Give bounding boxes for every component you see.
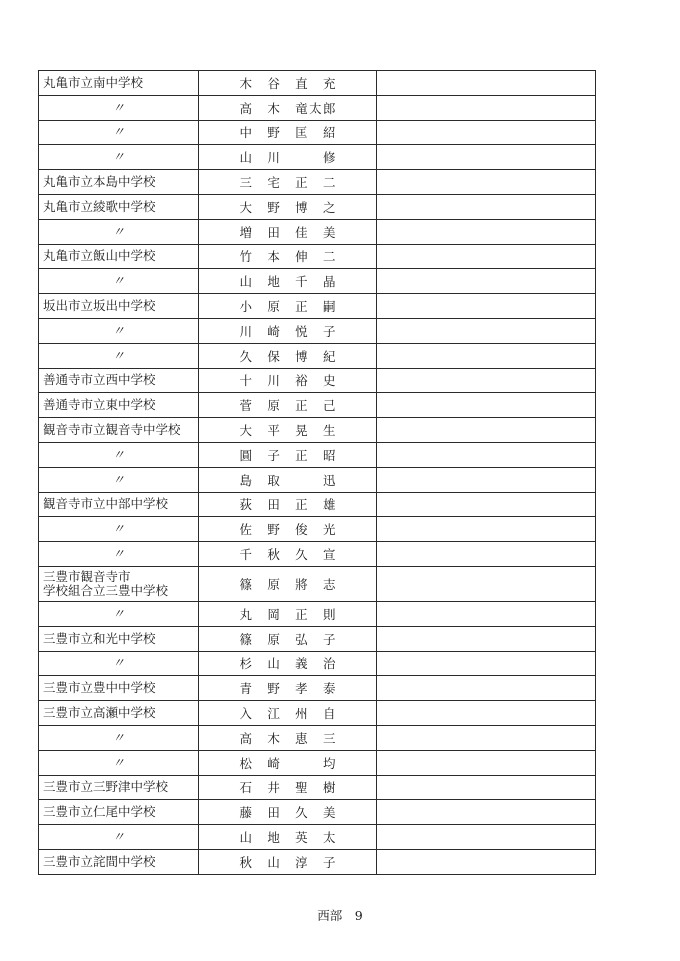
blank-cell	[377, 294, 596, 319]
blank-cell	[377, 170, 596, 195]
person-name: 川 崎 悦 子	[239, 323, 336, 339]
person-name: 山 地 英 太	[239, 830, 336, 845]
table-row	[39, 492, 596, 517]
person-name: 中 野 匡 紹	[239, 125, 336, 141]
table-row	[39, 750, 596, 775]
school-cell: 〃	[39, 825, 199, 850]
school-cell: 〃	[39, 542, 199, 567]
table-row	[39, 775, 596, 800]
table-row	[39, 343, 596, 368]
person-name: 秋 山 淳 子	[239, 854, 336, 870]
name-cell	[199, 269, 377, 294]
blank-cell	[377, 725, 596, 750]
table-row	[39, 626, 596, 651]
table-row	[39, 368, 596, 393]
person-name: 高 木 竜太郎	[239, 100, 336, 116]
table-row	[39, 701, 596, 726]
blank-cell	[377, 442, 596, 467]
name-cell	[199, 368, 377, 393]
blank-cell	[377, 120, 596, 145]
roster-table	[38, 70, 596, 875]
blank-cell	[377, 95, 596, 120]
table-row	[39, 467, 596, 492]
table-row	[39, 418, 596, 443]
name-cell	[199, 825, 377, 850]
blank-cell	[377, 418, 596, 443]
blank-cell	[377, 467, 596, 492]
person-name: 木 谷 直 充	[239, 75, 336, 91]
name-cell	[199, 145, 377, 170]
table-row	[39, 800, 596, 825]
person-name: 大 野 博 之	[239, 199, 336, 215]
person-name: 藤 田 久 美	[239, 805, 336, 821]
name-cell	[199, 442, 377, 467]
school-cell: 三豊市立豊中中学校	[39, 676, 199, 701]
table-row	[39, 194, 596, 219]
blank-cell	[377, 244, 596, 269]
blank-cell	[377, 492, 596, 517]
person-name: 千 秋 久 宣	[239, 547, 336, 563]
table-row	[39, 517, 596, 542]
blank-cell	[377, 651, 596, 676]
person-name: 山 川 修	[239, 150, 336, 166]
school-cell: 〃	[39, 318, 199, 343]
name-cell	[199, 849, 377, 874]
school-cell: 〃	[39, 601, 199, 626]
blank-cell	[377, 676, 596, 701]
blank-cell	[377, 566, 596, 601]
table-row	[39, 442, 596, 467]
blank-cell	[377, 626, 596, 651]
blank-cell	[377, 269, 596, 294]
name-cell	[199, 800, 377, 825]
page-number: 西部 9	[317, 908, 363, 923]
person-name: 竹 本 伸 二	[239, 249, 336, 265]
school-cell: 〃	[39, 95, 199, 120]
table-row	[39, 219, 596, 244]
school-cell: 〃	[39, 467, 199, 492]
school-cell: 丸亀市立南中学校	[39, 71, 199, 96]
school-cell: 丸亀市立飯山中学校	[39, 244, 199, 269]
name-cell	[199, 467, 377, 492]
name-cell	[199, 170, 377, 195]
name-cell	[199, 725, 377, 750]
blank-cell	[377, 542, 596, 567]
table-row	[39, 318, 596, 343]
blank-cell	[377, 194, 596, 219]
name-cell	[199, 95, 377, 120]
blank-cell	[377, 849, 596, 874]
table-row	[39, 825, 596, 850]
school-cell: 〃	[39, 219, 199, 244]
table-row	[39, 294, 596, 319]
person-name: 篠 原 弘 子	[239, 631, 336, 647]
person-name: 三 宅 正 二	[239, 175, 336, 191]
table-row	[39, 651, 596, 676]
person-name: 圓 子 正 昭	[239, 447, 336, 463]
person-name: 菅 原 正 己	[239, 398, 336, 414]
school-cell: 三豊市立高瀬中学校	[39, 701, 199, 726]
blank-cell	[377, 800, 596, 825]
name-cell	[199, 701, 377, 726]
name-cell	[199, 492, 377, 517]
school-cell: 三豊市立和光中学校	[39, 626, 199, 651]
school-cell: 〃	[39, 651, 199, 676]
person-name: 篠 原 將 志	[239, 576, 336, 592]
table-row	[39, 849, 596, 874]
person-name: 高 木 恵 三	[239, 730, 336, 746]
person-name: 久 保 博 紀	[239, 348, 336, 364]
name-cell	[199, 71, 377, 96]
school-cell: 三豊市立三野津中学校	[39, 775, 199, 800]
blank-cell	[377, 701, 596, 726]
table-row	[39, 601, 596, 626]
blank-cell	[377, 219, 596, 244]
school-cell: 〃	[39, 120, 199, 145]
table-row	[39, 676, 596, 701]
school-cell: 〃	[39, 269, 199, 294]
name-cell	[199, 294, 377, 319]
table-row	[39, 145, 596, 170]
school-cell: 善通寺市立西中学校	[39, 368, 199, 393]
school-cell: 丸亀市立綾歌中学校	[39, 194, 199, 219]
person-name: 丸 岡 正 則	[239, 606, 336, 622]
school-cell: 観音寺市立観音寺中学校	[39, 418, 199, 443]
table-row	[39, 393, 596, 418]
person-name: 佐 野 俊 光	[239, 522, 336, 538]
name-cell	[199, 194, 377, 219]
person-name: 荻 田 正 雄	[239, 497, 336, 513]
school-cell: 丸亀市立本島中学校	[39, 170, 199, 195]
blank-cell	[377, 393, 596, 418]
blank-cell	[377, 601, 596, 626]
blank-cell	[377, 517, 596, 542]
person-name: 青 野 孝 泰	[239, 681, 336, 697]
person-name: 増 田 佳 美	[239, 224, 336, 240]
blank-cell	[377, 750, 596, 775]
school-cell: 〃	[39, 145, 199, 170]
name-cell	[199, 651, 377, 676]
blank-cell	[377, 775, 596, 800]
name-cell	[199, 393, 377, 418]
blank-cell	[377, 368, 596, 393]
blank-cell	[377, 318, 596, 343]
table-row	[39, 725, 596, 750]
table-row	[39, 71, 596, 96]
school-cell: 三豊市立仁尾中学校	[39, 800, 199, 825]
person-name: 入 江 州 自	[239, 706, 336, 722]
table-row	[39, 566, 596, 601]
school-cell: 坂出市立坂出中学校	[39, 294, 199, 319]
blank-cell	[377, 343, 596, 368]
school-cell: 三豊市立詫間中学校	[39, 849, 199, 874]
school-cell: 〃	[39, 442, 199, 467]
school-cell: 〃	[39, 750, 199, 775]
school-cell: 観音寺市立中部中学校	[39, 492, 199, 517]
person-name: 石 井 聖 樹	[239, 780, 336, 796]
table-row	[39, 269, 596, 294]
table-row	[39, 244, 596, 269]
table-row	[39, 120, 596, 145]
name-cell	[199, 626, 377, 651]
name-cell	[199, 517, 377, 542]
name-cell	[199, 676, 377, 701]
school-cell: 〃	[39, 343, 199, 368]
school-cell: 善通寺市立東中学校	[39, 393, 199, 418]
table-row	[39, 95, 596, 120]
name-cell	[199, 750, 377, 775]
name-cell	[199, 542, 377, 567]
table-row	[39, 170, 596, 195]
person-name: 大 平 晃 生	[239, 423, 336, 439]
name-cell	[199, 244, 377, 269]
person-name: 島 取 迅	[239, 472, 336, 488]
name-cell	[199, 566, 377, 601]
name-cell	[199, 775, 377, 800]
blank-cell	[377, 71, 596, 96]
blank-cell	[377, 825, 596, 850]
table-row	[39, 542, 596, 567]
name-cell	[199, 219, 377, 244]
name-cell	[199, 343, 377, 368]
name-cell	[199, 418, 377, 443]
school-cell: 〃	[39, 517, 199, 542]
person-name: 杉 山 義 治	[239, 656, 336, 672]
person-name: 小 原 正 嗣	[239, 299, 336, 315]
person-name: 山 地 千 晶	[239, 274, 336, 290]
name-cell	[199, 601, 377, 626]
school-cell: 三豊市観音寺市 学校組合立三豊中学校	[39, 566, 199, 601]
blank-cell	[377, 145, 596, 170]
school-cell: 〃	[39, 725, 199, 750]
name-cell	[199, 120, 377, 145]
person-name: 松 崎 均	[239, 755, 336, 771]
roster-body	[39, 71, 596, 875]
name-cell	[199, 318, 377, 343]
person-name: 十 川 裕 史	[239, 373, 336, 389]
